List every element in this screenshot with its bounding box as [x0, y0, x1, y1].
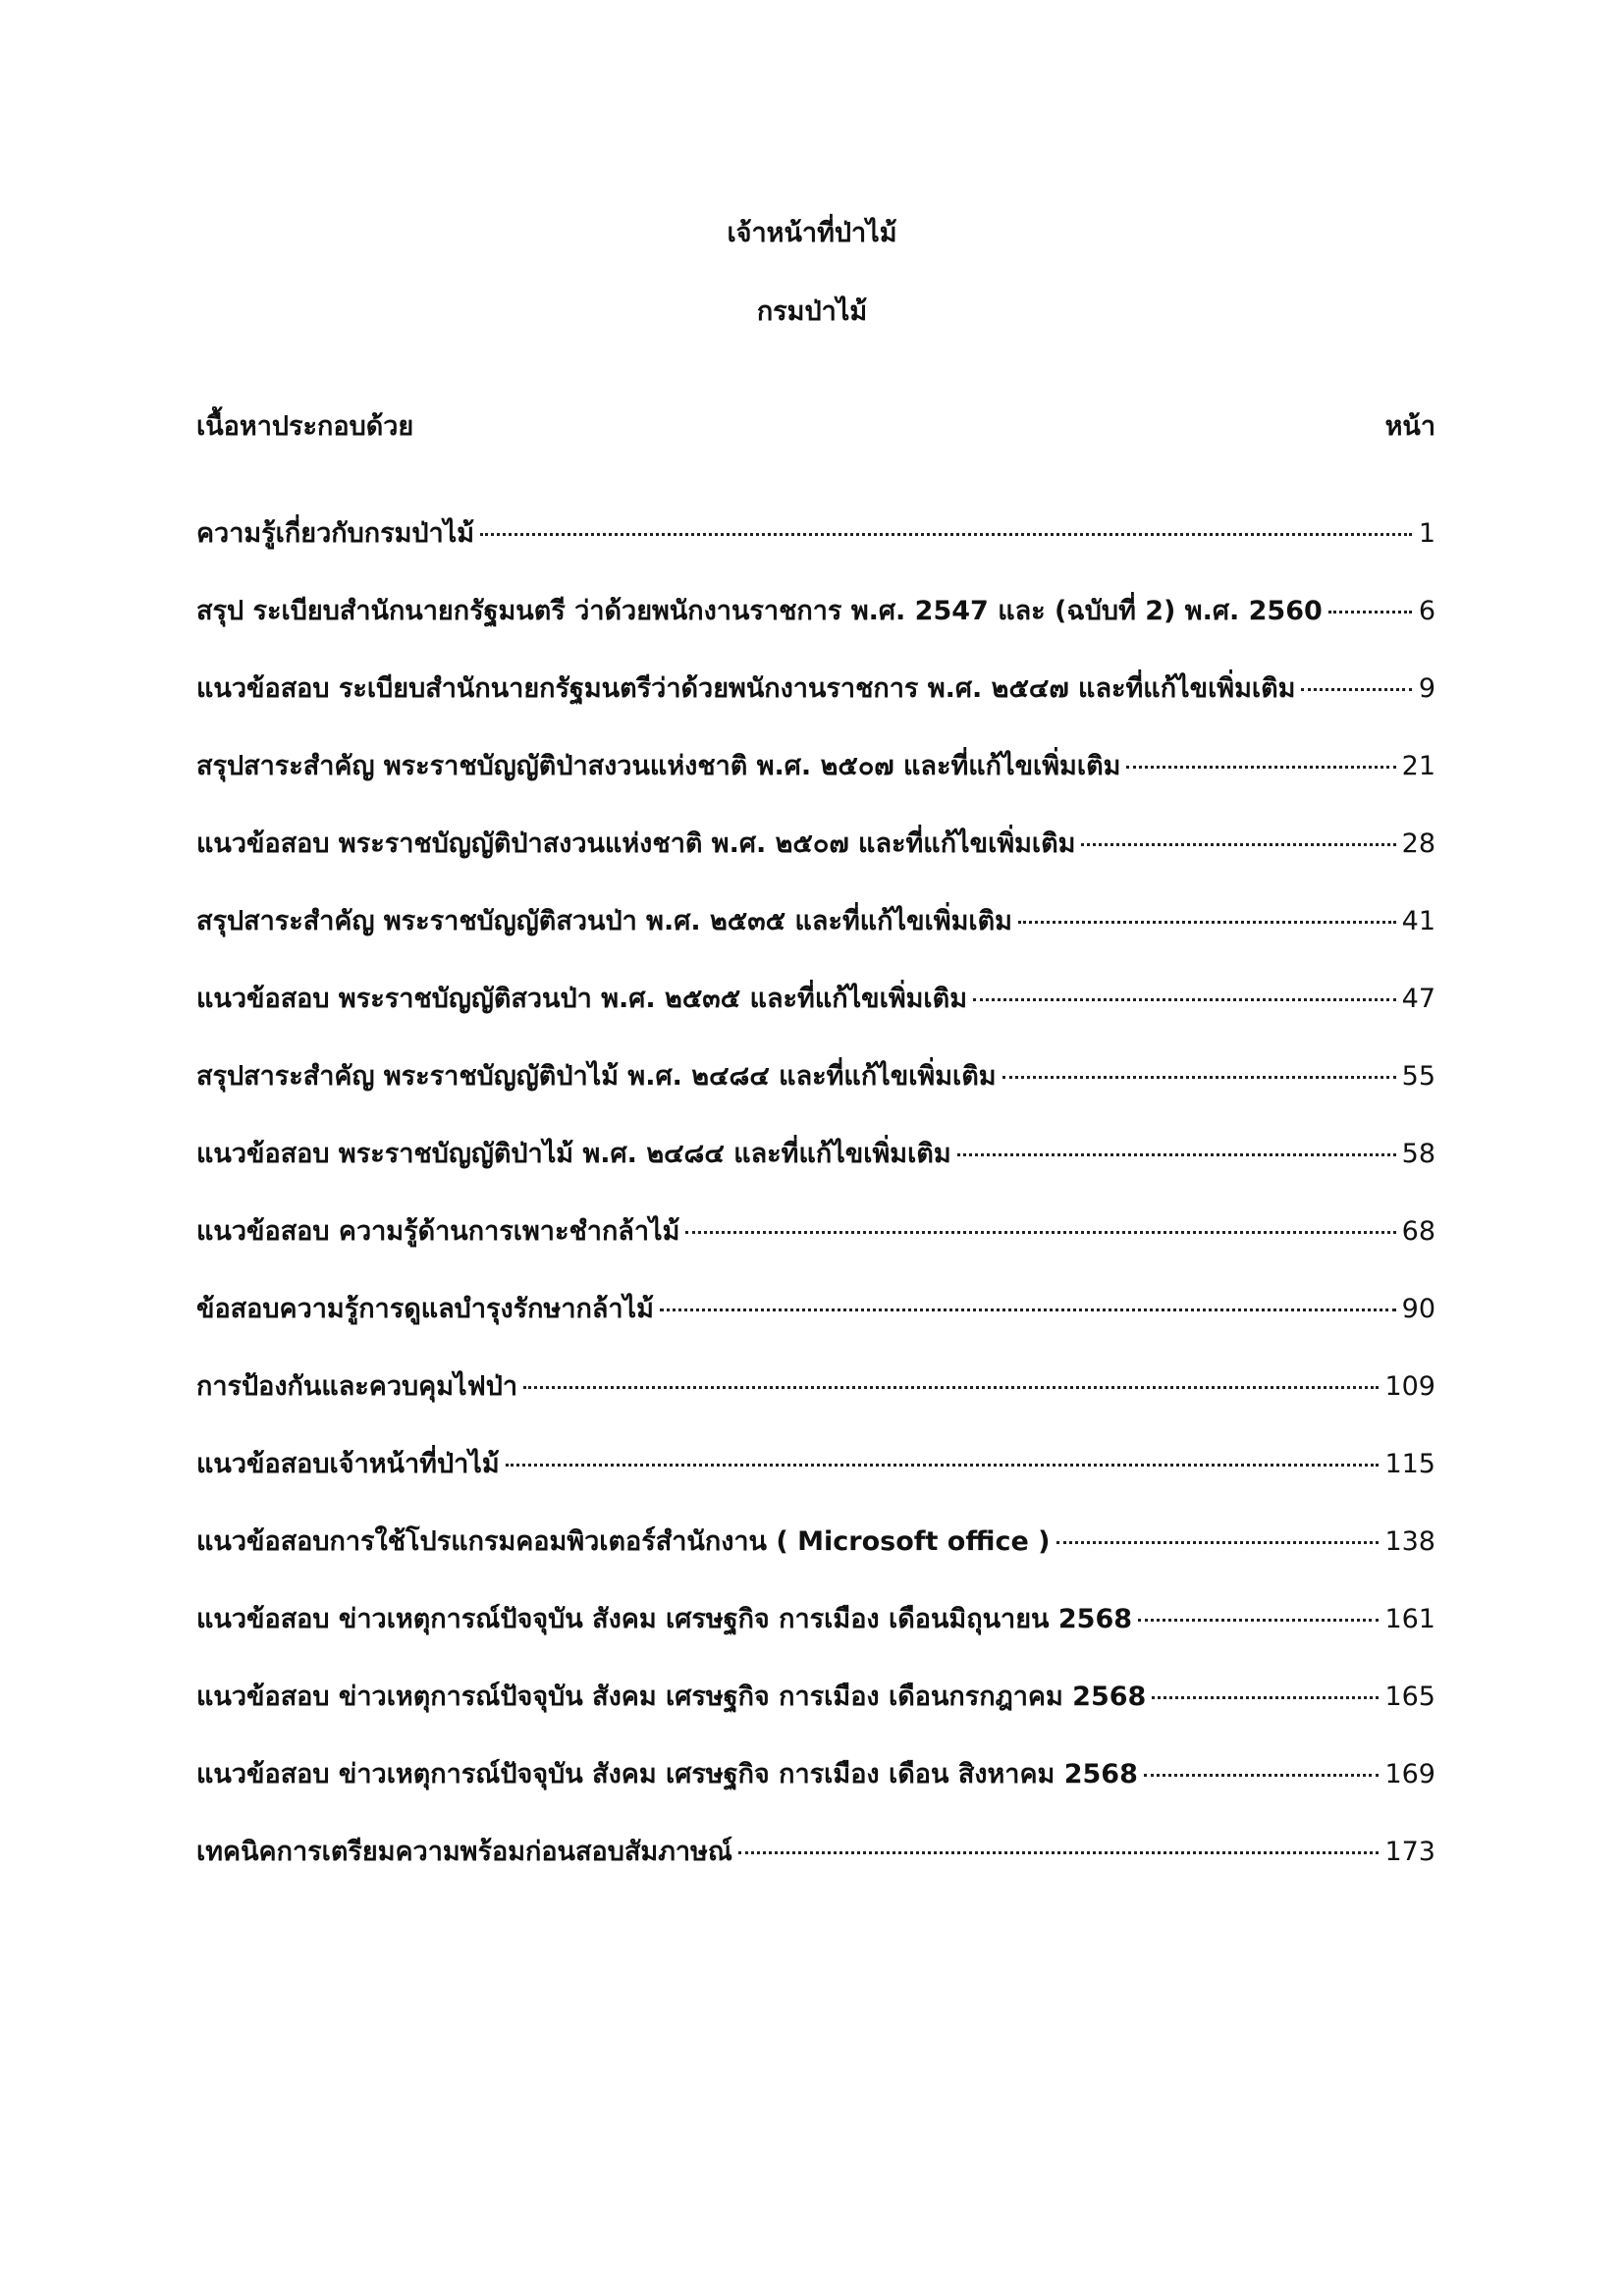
toc-entry-title: สรุป ระเบียบสำนักนายกรัฐมนตรี ว่าด้วยพนักงานราชการ พ.ศ. 2547 และ (ฉบับที่ 2) พ.ศ. 2560	[196, 596, 1323, 626]
dot-leader	[1018, 921, 1396, 924]
toc-entry-title: แนวข้อสอบ พระราชบัญญัติป่าสงวนแห่งชาติ พ.ศ. ๒๕๐๗ และที่แก้ไขเพิ่มเติม	[196, 828, 1076, 859]
toc-entry-title: แนวข้อสอบ พระราชบัญญัติป่าไม้ พ.ศ. ๒๔๘๔ และที่แก้ไขเพิ่มเติม	[196, 1139, 951, 1169]
toc-entry	[196, 514, 1435, 592]
toc-entry-page: 68	[1401, 1216, 1435, 1247]
dot-leader	[1056, 1541, 1380, 1544]
toc-entry	[196, 902, 1435, 980]
toc-entry-title: แนวข้อสอบ ระเบียบสำนักนายกรัฐมนตรีว่าด้วยพนักงานราชการ พ.ศ. ๒๕๔๗ และที่แก้ไขเพิ่มเติม	[196, 673, 1296, 704]
toc-entry	[196, 1445, 1435, 1522]
toc-entry-page: 115	[1384, 1449, 1435, 1479]
dot-leader	[1328, 611, 1412, 614]
toc-entry-page: 9	[1418, 673, 1435, 704]
dot-leader	[1002, 1076, 1396, 1079]
toc-entry	[196, 1678, 1435, 1755]
toc-entry	[196, 1367, 1435, 1445]
toc-entry-page: 41	[1401, 906, 1435, 936]
toc-entry	[196, 1290, 1435, 1367]
dot-leader	[506, 1464, 1380, 1467]
toc-entry-page: 21	[1401, 751, 1435, 781]
toc-entry	[196, 747, 1435, 825]
toc-entry-title: เทคนิคการเตรียมความพร้อมก่อนสอบสัมภาษณ์	[196, 1837, 732, 1867]
dot-leader	[973, 998, 1396, 1001]
toc-entry-title: แนวข้อสอบ ข่าวเหตุการณ์ปัจจุบัน สังคม เศรษฐกิจ การเมือง เดือนมิถุนายน 2568	[196, 1604, 1133, 1634]
dot-leader	[1126, 766, 1395, 769]
document-title: เจ้าหน้าที่ป่าไม้	[727, 218, 897, 248]
toc-entry-page: 55	[1401, 1061, 1435, 1092]
toc-entry-title: สรุปสาระสำคัญ พระราชบัญญัติป่าสงวนแห่งชาติ พ.ศ. ๒๕๐๗ และที่แก้ไขเพิ่มเติม	[196, 751, 1121, 781]
page-column-label: หน้า	[1384, 411, 1435, 442]
toc-entry	[196, 1212, 1435, 1290]
toc-entry-title: ความรู้เกี่ยวกับกรมป่าไม้	[196, 518, 475, 549]
dot-leader	[480, 533, 1412, 536]
toc-entry-page: 138	[1384, 1526, 1435, 1557]
document-subtitle: กรมป่าไม้	[756, 296, 868, 327]
toc-entry	[196, 1135, 1435, 1212]
toc-entry-page: 1	[1418, 518, 1435, 549]
dot-leader	[957, 1153, 1396, 1156]
toc-entry-page: 28	[1401, 828, 1435, 859]
toc-entry	[196, 1057, 1435, 1135]
toc-entry	[196, 1833, 1435, 1910]
toc-entry	[196, 592, 1435, 669]
toc-entry-page: 6	[1418, 596, 1435, 626]
toc-entry-page: 169	[1384, 1759, 1435, 1789]
toc-entry-title: แนวข้อสอบการใช้โปรแกรมคอมพิวเตอร์สำนักงาน ( Microsoft office )	[196, 1526, 1051, 1557]
toc-entry-title: สรุปสาระสำคัญ พระราชบัญญัติป่าไม้ พ.ศ. ๒๔๘๔ และที่แก้ไขเพิ่มเติม	[196, 1061, 997, 1092]
toc-entry	[196, 1522, 1435, 1600]
dot-leader	[1138, 1619, 1379, 1622]
toc-entry-title: แนวข้อสอบ ข่าวเหตุการณ์ปัจจุบัน สังคม เศรษฐกิจ การเมือง เดือนกรกฎาคม 2568	[196, 1682, 1147, 1712]
toc-entry	[196, 1755, 1435, 1833]
dot-leader	[660, 1308, 1396, 1311]
toc-entry	[196, 980, 1435, 1057]
toc-entry	[196, 669, 1435, 747]
toc-header	[196, 407, 1435, 447]
dot-leader	[1081, 843, 1395, 846]
toc-entry-page: 109	[1384, 1371, 1435, 1402]
toc-entry-title: แนวข้อสอบ ความรู้ด้านการเพาะชำกล้าไม้	[196, 1216, 680, 1247]
dot-leader	[685, 1231, 1395, 1234]
toc-entry-page: 161	[1384, 1604, 1435, 1634]
toc-entry	[196, 1600, 1435, 1678]
toc-entry-page: 90	[1401, 1294, 1435, 1324]
toc-entry-page: 165	[1384, 1682, 1435, 1712]
toc-entry-title: การป้องกันและควบคุมไฟป่า	[196, 1371, 518, 1402]
table-of-contents	[196, 514, 1435, 1910]
dot-leader	[1301, 688, 1412, 691]
toc-entry-page: 47	[1401, 984, 1435, 1014]
toc-entry-title: แนวข้อสอบ ข่าวเหตุการณ์ปัจจุบัน สังคม เศรษฐกิจ การเมือง เดือน สิงหาคม 2568	[196, 1759, 1138, 1789]
dot-leader	[1144, 1774, 1380, 1777]
dot-leader	[738, 1851, 1380, 1854]
toc-entry-title: แนวข้อสอบ พระราชบัญญัติสวนป่า พ.ศ. ๒๕๓๕ และที่แก้ไขเพิ่มเติม	[196, 984, 967, 1014]
toc-entry-title: สรุปสาระสำคัญ พระราชบัญญัติสวนป่า พ.ศ. ๒๕๓๕ และที่แก้ไขเพิ่มเติม	[196, 906, 1012, 936]
toc-entry-title: ข้อสอบความรู้การดูแลบำรุงรักษากล้าไม้	[196, 1294, 654, 1324]
dot-leader	[523, 1386, 1379, 1389]
toc-entry	[196, 825, 1435, 902]
toc-entry-page: 58	[1401, 1139, 1435, 1169]
toc-entry-page: 173	[1384, 1837, 1435, 1867]
dot-leader	[1152, 1696, 1379, 1699]
contents-label: เนื้อหาประกอบด้วย	[196, 411, 414, 442]
toc-entry-title: แนวข้อสอบเจ้าหน้าที่ป่าไม้	[196, 1449, 500, 1479]
